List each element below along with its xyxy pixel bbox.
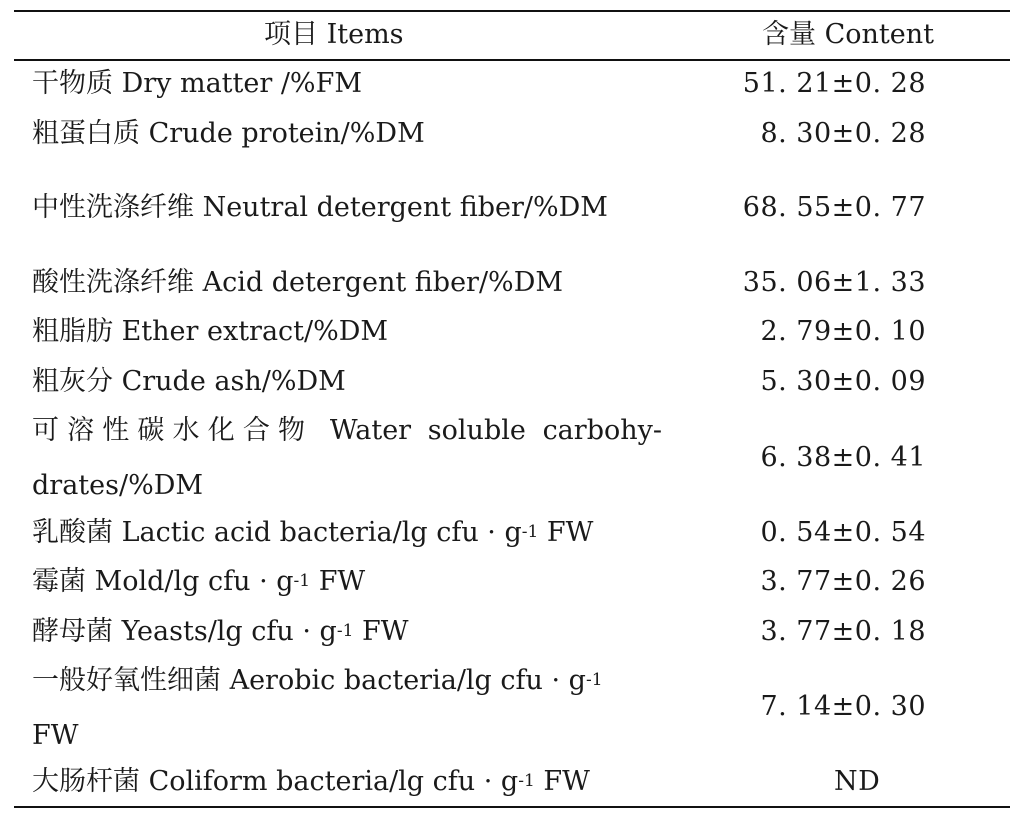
row-value-ndf: 68. 55±0. 77 — [742, 192, 926, 223]
row-item-mold — [32, 567, 365, 600]
table-top-rule — [14, 10, 1010, 12]
header-content: 含量 Content — [762, 19, 934, 50]
row-item-mold-sup: -1 — [293, 571, 311, 591]
row-value-aerobic-bacteria: 7. 14±0. 30 — [760, 691, 926, 722]
row-item-aerobic-bacteria-line2: FW — [32, 720, 79, 751]
row-item-wsc-line1: 可溶性碳水化合物 Water soluble carbohy- — [32, 415, 662, 446]
row-item-lactic-acid-bacteria — [32, 518, 593, 551]
row-item-wsc — [32, 416, 662, 446]
row-item-yeasts-text: 酵母菌 Yeasts/lg cfu · g — [32, 616, 337, 647]
row-value-wsc: 6. 38±0. 41 — [760, 442, 926, 473]
table-bottom-rule — [14, 806, 1010, 808]
row-item-crude-ash: 粗灰分 Crude ash/%DM — [32, 366, 346, 397]
row-value-adf: 35. 06±1. 33 — [742, 267, 926, 298]
row-value-coliform-bacteria: ND — [834, 766, 881, 797]
header-items: 项目 Items — [264, 19, 404, 50]
row-item-lab-text: 乳酸菌 Lactic acid bacteria/lg cfu · g — [32, 517, 522, 548]
table-header-rule — [14, 59, 1010, 61]
row-item-ether-extract: 粗脂肪 Ether extract/%DM — [32, 316, 389, 347]
row-item-lab-sup: -1 — [521, 522, 539, 542]
row-value-crude-protein: 8. 30±0. 28 — [760, 118, 926, 149]
row-item-lab-unit: FW — [538, 517, 594, 548]
row-item-aerobic-bacteria — [32, 666, 603, 699]
row-item-aerobic-sup: -1 — [585, 670, 603, 690]
row-item-adf: 酸性洗涤纤维 Acid detergent fiber/%DM — [32, 267, 564, 298]
row-item-mold-text: 霉菌 Mold/lg cfu · g — [32, 566, 294, 597]
row-value-lactic-acid-bacteria: 0. 54±0. 54 — [760, 517, 926, 548]
row-item-aerobic-text: 一般好氧性细菌 Aerobic bacteria/lg cfu · g — [32, 665, 586, 696]
row-item-dry-matter: 干物质 Dry matter /%FM — [32, 68, 362, 99]
row-item-coliform-unit: FW — [534, 766, 590, 797]
row-item-yeasts — [32, 617, 408, 650]
row-item-yeasts-sup: -1 — [336, 621, 354, 641]
row-item-ndf: 中性洗涤纤维 Neutral detergent fiber/%DM — [32, 192, 608, 223]
row-value-dry-matter: 51. 21±0. 28 — [742, 68, 926, 99]
row-item-coliform-sup: -1 — [518, 771, 535, 791]
row-value-yeasts: 3. 77±0. 18 — [760, 616, 926, 647]
row-value-ether-extract: 2. 79±0. 10 — [760, 316, 926, 347]
row-item-crude-protein: 粗蛋白质 Crude protein/%DM — [32, 118, 425, 149]
row-value-crude-ash: 5. 30±0. 09 — [760, 366, 926, 397]
row-item-yeasts-unit: FW — [353, 616, 409, 647]
row-item-coliform-text: 大肠杆菌 Coliform bacteria/lg cfu · g — [32, 766, 519, 797]
row-item-wsc-line2: drates/%DM — [32, 470, 204, 501]
row-item-coliform-bacteria — [32, 767, 590, 800]
row-item-mold-unit: FW — [310, 566, 366, 597]
row-value-mold: 3. 77±0. 26 — [760, 566, 926, 597]
